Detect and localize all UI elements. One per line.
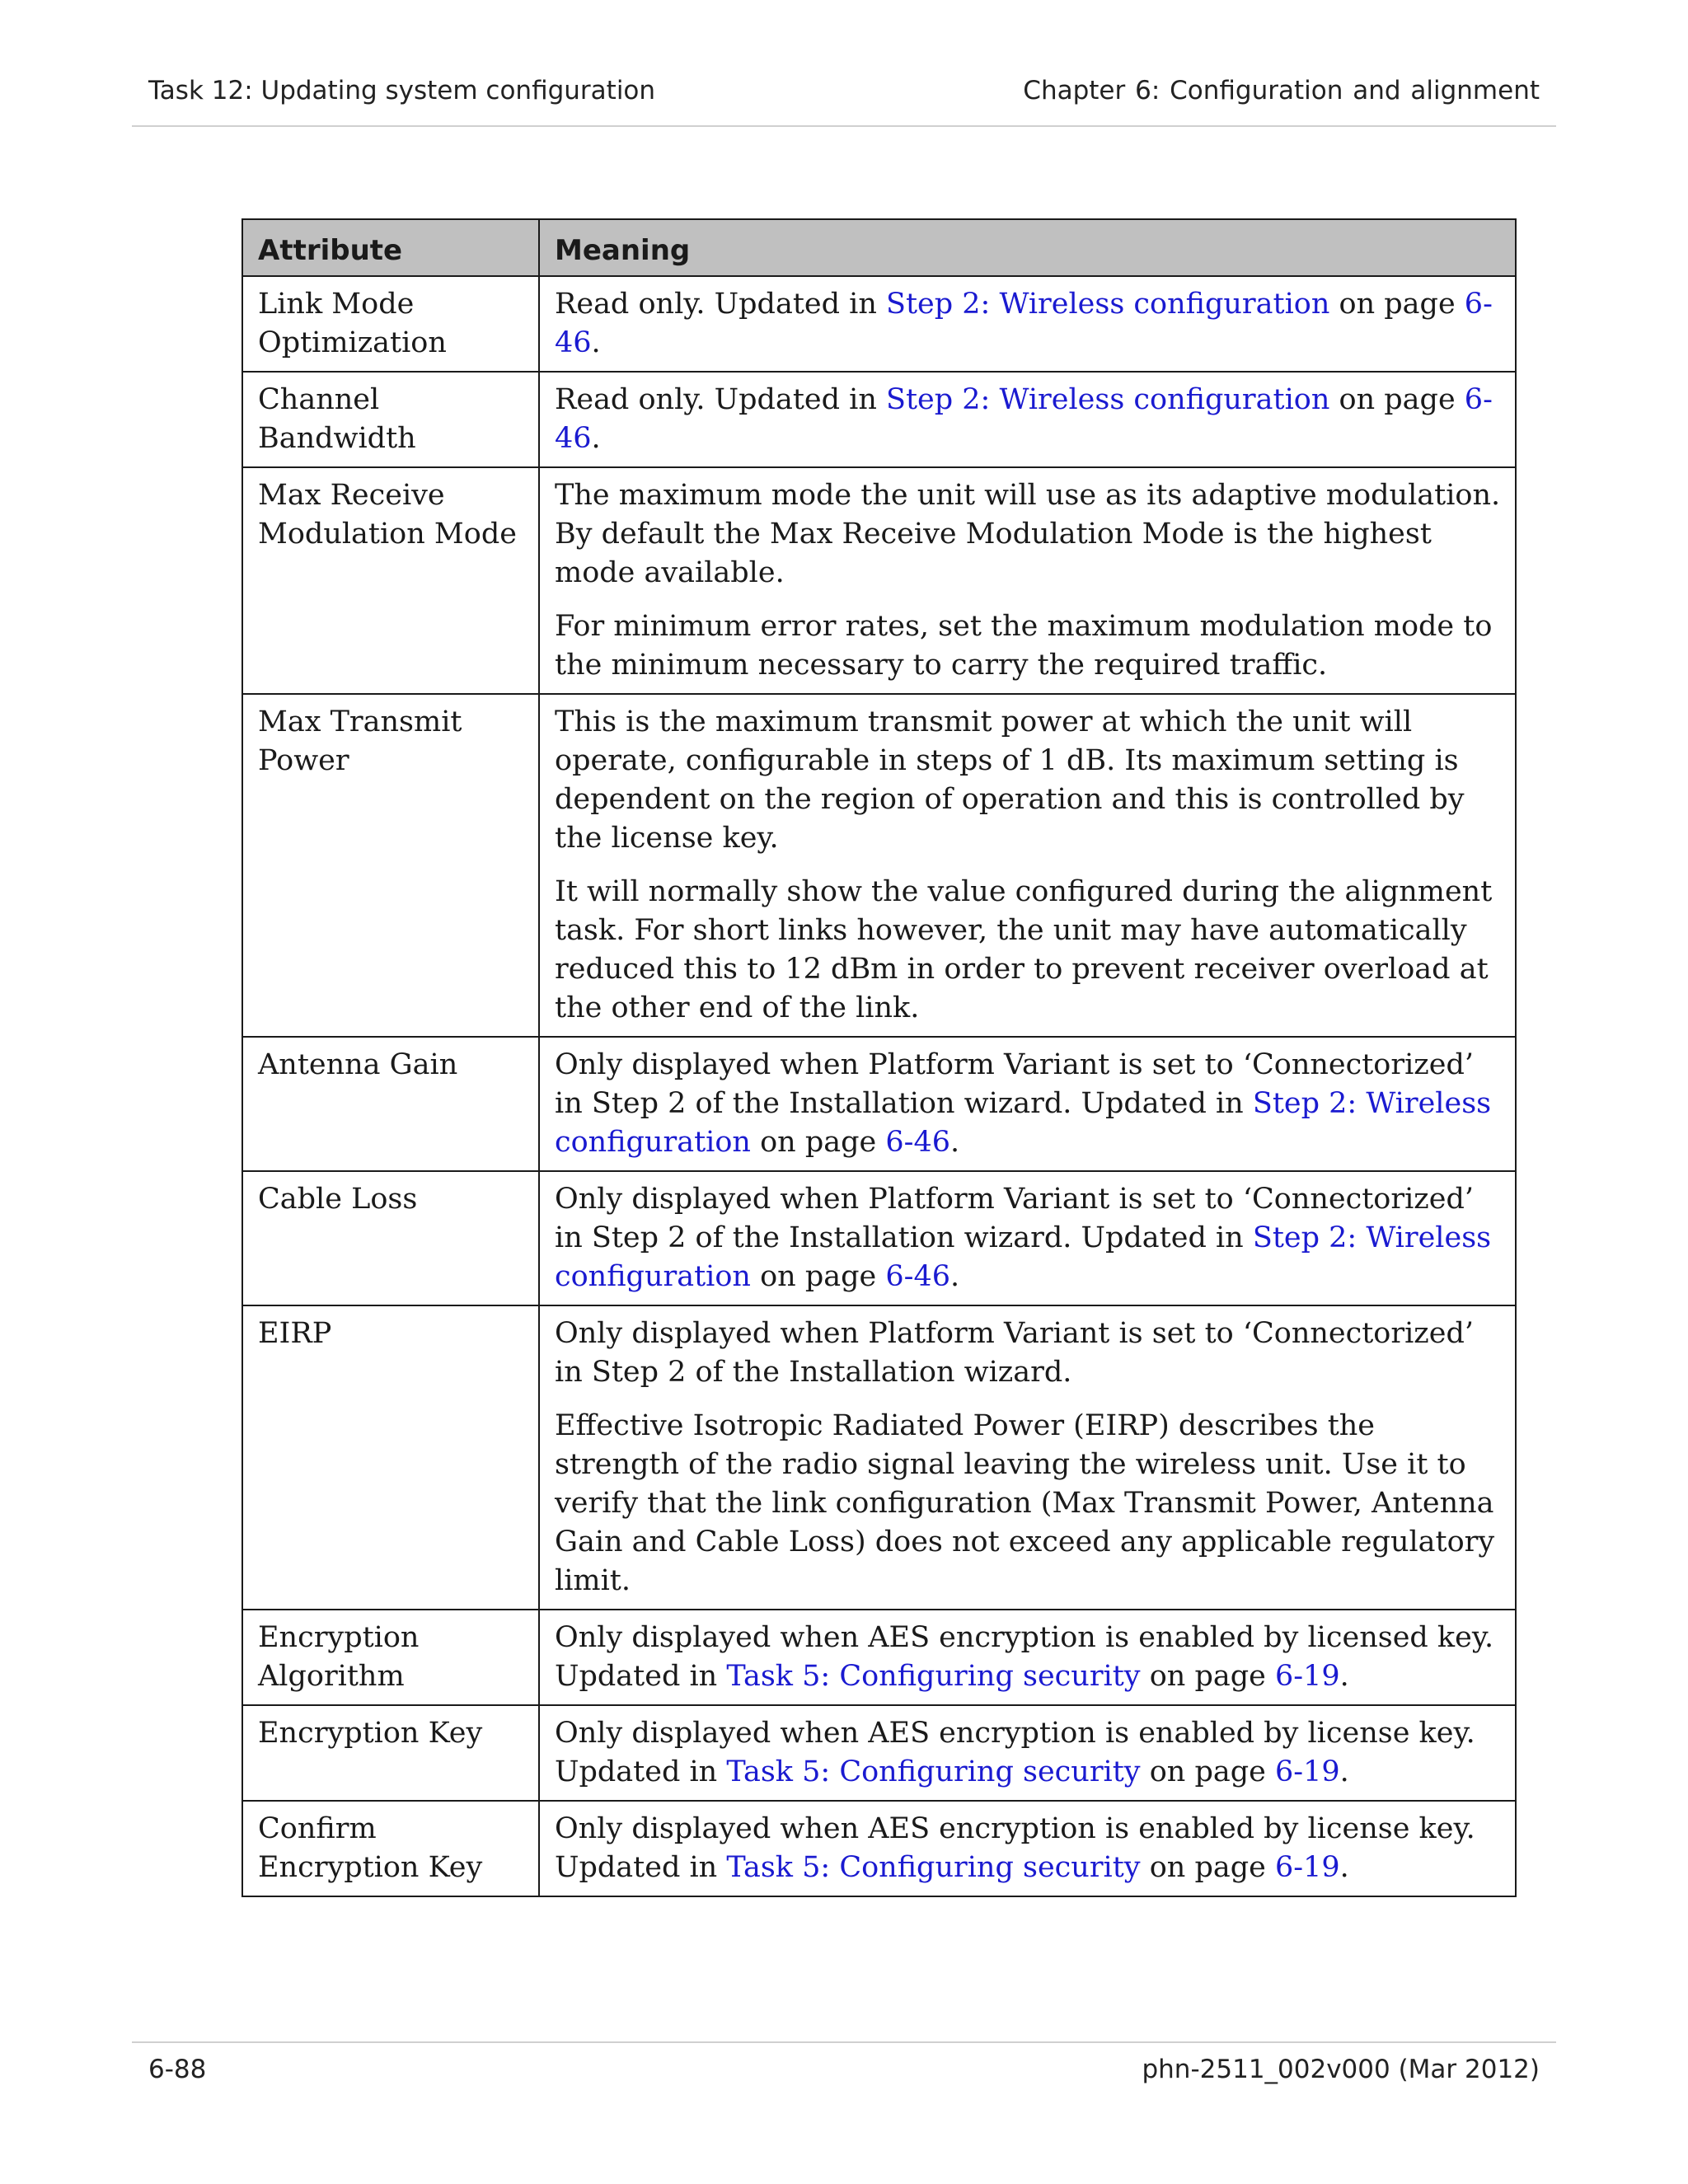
table-row [242,1801,1516,1896]
attribute-cell [242,1305,539,1610]
meaning-paragraph [555,1619,1503,1696]
meaning-cell [539,1610,1516,1705]
table-row [242,1037,1516,1171]
attribute-name-line: Max Receive [258,479,445,512]
meaning-paragraph [555,381,1503,458]
attribute-cell [242,1801,539,1896]
meaning-text: . [1339,1755,1349,1788]
meaning-text: on page [1329,288,1465,321]
attribute-name-line: Power [258,744,349,777]
attribute-cell [242,694,539,1037]
meaning-text: . [950,1126,960,1159]
attribute-name-line: Max Transmit [258,705,462,738]
attribute-name-line: Bandwidth [258,422,416,455]
meaning-text: Only displayed when AES encryption is enabled by licensed key. Updated in [555,1621,1494,1693]
cross-reference-link[interactable]: Task 5: Configuring security [726,1660,1141,1693]
cross-reference-link[interactable]: Task 5: Configuring security [726,1851,1141,1884]
table-header-row [242,219,1516,276]
meaning-text: . [950,1260,960,1293]
header-chapter-title: Chapter 6: Configuration and alignment [1023,76,1540,105]
attribute-name-line: Encryption [258,1621,420,1654]
attribute-name-line: Confirm [258,1812,377,1845]
meaning-text: Read only. Updated in [555,288,886,321]
table-row [242,1171,1516,1305]
meaning-text: on page [1140,1755,1275,1788]
table-row [242,276,1516,372]
meaning-text: on page [1140,1660,1275,1693]
page-reference-link[interactable]: 6-46 [885,1126,951,1159]
meaning-text: on page [750,1126,886,1159]
running-footer [132,2041,1556,2093]
attribute-name-line: Encryption Key [258,1717,483,1750]
meaning-cell [539,1037,1516,1171]
table-row [242,1610,1516,1705]
column-header-meaning: Meaning [539,219,1516,276]
meaning-cell [539,276,1516,372]
meaning-text: Only displayed when Platform Variant is set to ‘Connectorized’ in Step 2 of the Installation wizard. Updated in [555,1048,1474,1120]
cross-reference-link[interactable]: Step 2: Wireless configuration [555,1221,1492,1293]
meaning-text: on page [750,1260,886,1293]
document-id: phn-2511_002v000 (Mar 2012) [1142,2055,1540,2084]
meaning-cell [539,467,1516,694]
meaning-paragraph [555,1714,1503,1792]
meaning-paragraph [555,285,1503,363]
attribute-name-line: Encryption Key [258,1851,483,1884]
meaning-cell [539,1801,1516,1896]
meaning-paragraph: For minimum error rates, set the maximum modulation mode to the minimum necessary to carry the required traffic. [555,610,1493,682]
cross-reference-link[interactable]: Step 2: Wireless configuration [886,383,1330,416]
table-row [242,467,1516,694]
meaning-text: Only displayed when AES encryption is enabled by license key. Updated in [555,1812,1475,1884]
page-reference-link[interactable]: 6-46 [555,288,1493,359]
meaning-paragraph: The maximum mode the unit will use as its adaptive modulation. By default the Max Receive Modulation Mode is the highest mode available. [555,479,1501,589]
table-row [242,694,1516,1037]
meaning-text: . [1339,1851,1349,1884]
meaning-paragraph: Effective Isotropic Radiated Power (EIRP) describes the strength of the radio signal leaving the wireless unit. Use it to verify that the link configuration (Max Transmit Power, Antenna Gain and Cable Loss) does not exceed any applicable regulatory limit. [555,1409,1495,1597]
meaning-text: . [1339,1660,1349,1693]
meaning-cell [539,372,1516,467]
page-number: 6-88 [148,2055,207,2084]
table-row [242,1305,1516,1610]
meaning-text: on page [1140,1851,1275,1884]
meaning-paragraph: Only displayed when Platform Variant is set to ‘Connectorized’ in Step 2 of the Installation wizard. [555,1317,1474,1389]
attribute-cell [242,1037,539,1171]
meaning-paragraph: It will normally show the value configured during the alignment task. For short links however, the unit may have automatically reduced this to 12 dBm in order to prevent receiver overload at the other end of the link. [555,875,1493,1024]
page-reference-link[interactable]: 6-46 [885,1260,951,1293]
meaning-text: . [591,422,601,455]
attribute-table [241,218,1517,1897]
meaning-text: Read only. Updated in [555,383,886,416]
attribute-cell [242,1171,539,1305]
column-header-attribute: Attribute [242,219,539,276]
attribute-cell [242,276,539,372]
attribute-name-line: Cable Loss [258,1183,418,1216]
attribute-name-line: Channel [258,383,380,416]
cross-reference-link[interactable]: Step 2: Wireless configuration [886,288,1330,321]
attribute-name-line: Algorithm [258,1660,405,1693]
page-reference-link[interactable]: 6-46 [555,383,1493,455]
meaning-paragraph [555,1180,1503,1296]
page-reference-link[interactable]: 6-19 [1274,1851,1340,1884]
meaning-cell [539,1705,1516,1801]
meaning-paragraph: This is the maximum transmit power at which the unit will operate, configurable in steps of 1 dB. Its maximum setting is dependent on the region of operation and this is controlled by the license key. [555,705,1465,855]
meaning-cell [539,1305,1516,1610]
meaning-text: . [591,326,601,359]
table-row [242,372,1516,467]
cross-reference-link[interactable]: Step 2: Wireless configuration [555,1087,1492,1159]
attribute-cell [242,1705,539,1801]
meaning-paragraph [555,1046,1503,1162]
attribute-name-line: Optimization [258,326,447,359]
meaning-cell [539,694,1516,1037]
attribute-name-line: Link Mode [258,288,415,321]
running-header [132,76,1556,127]
table-row [242,1705,1516,1801]
attribute-cell [242,372,539,467]
cross-reference-link[interactable]: Task 5: Configuring security [726,1755,1141,1788]
meaning-text: Only displayed when AES encryption is enabled by license key. Updated in [555,1717,1475,1788]
page-reference-link[interactable]: 6-19 [1274,1660,1340,1693]
attribute-cell [242,1610,539,1705]
attribute-cell [242,467,539,694]
attribute-name-line: Antenna Gain [258,1048,458,1081]
meaning-text: Only displayed when Platform Variant is set to ‘Connectorized’ in Step 2 of the Installation wizard. Updated in [555,1183,1474,1254]
meaning-paragraph [555,1810,1503,1887]
attribute-name-line: Modulation Mode [258,518,517,551]
header-section-title: Task 12: Updating system configuration [148,76,656,105]
attribute-name-line: EIRP [258,1317,332,1350]
meaning-text: on page [1329,383,1465,416]
page-reference-link[interactable]: 6-19 [1274,1755,1340,1788]
meaning-cell [539,1171,1516,1305]
